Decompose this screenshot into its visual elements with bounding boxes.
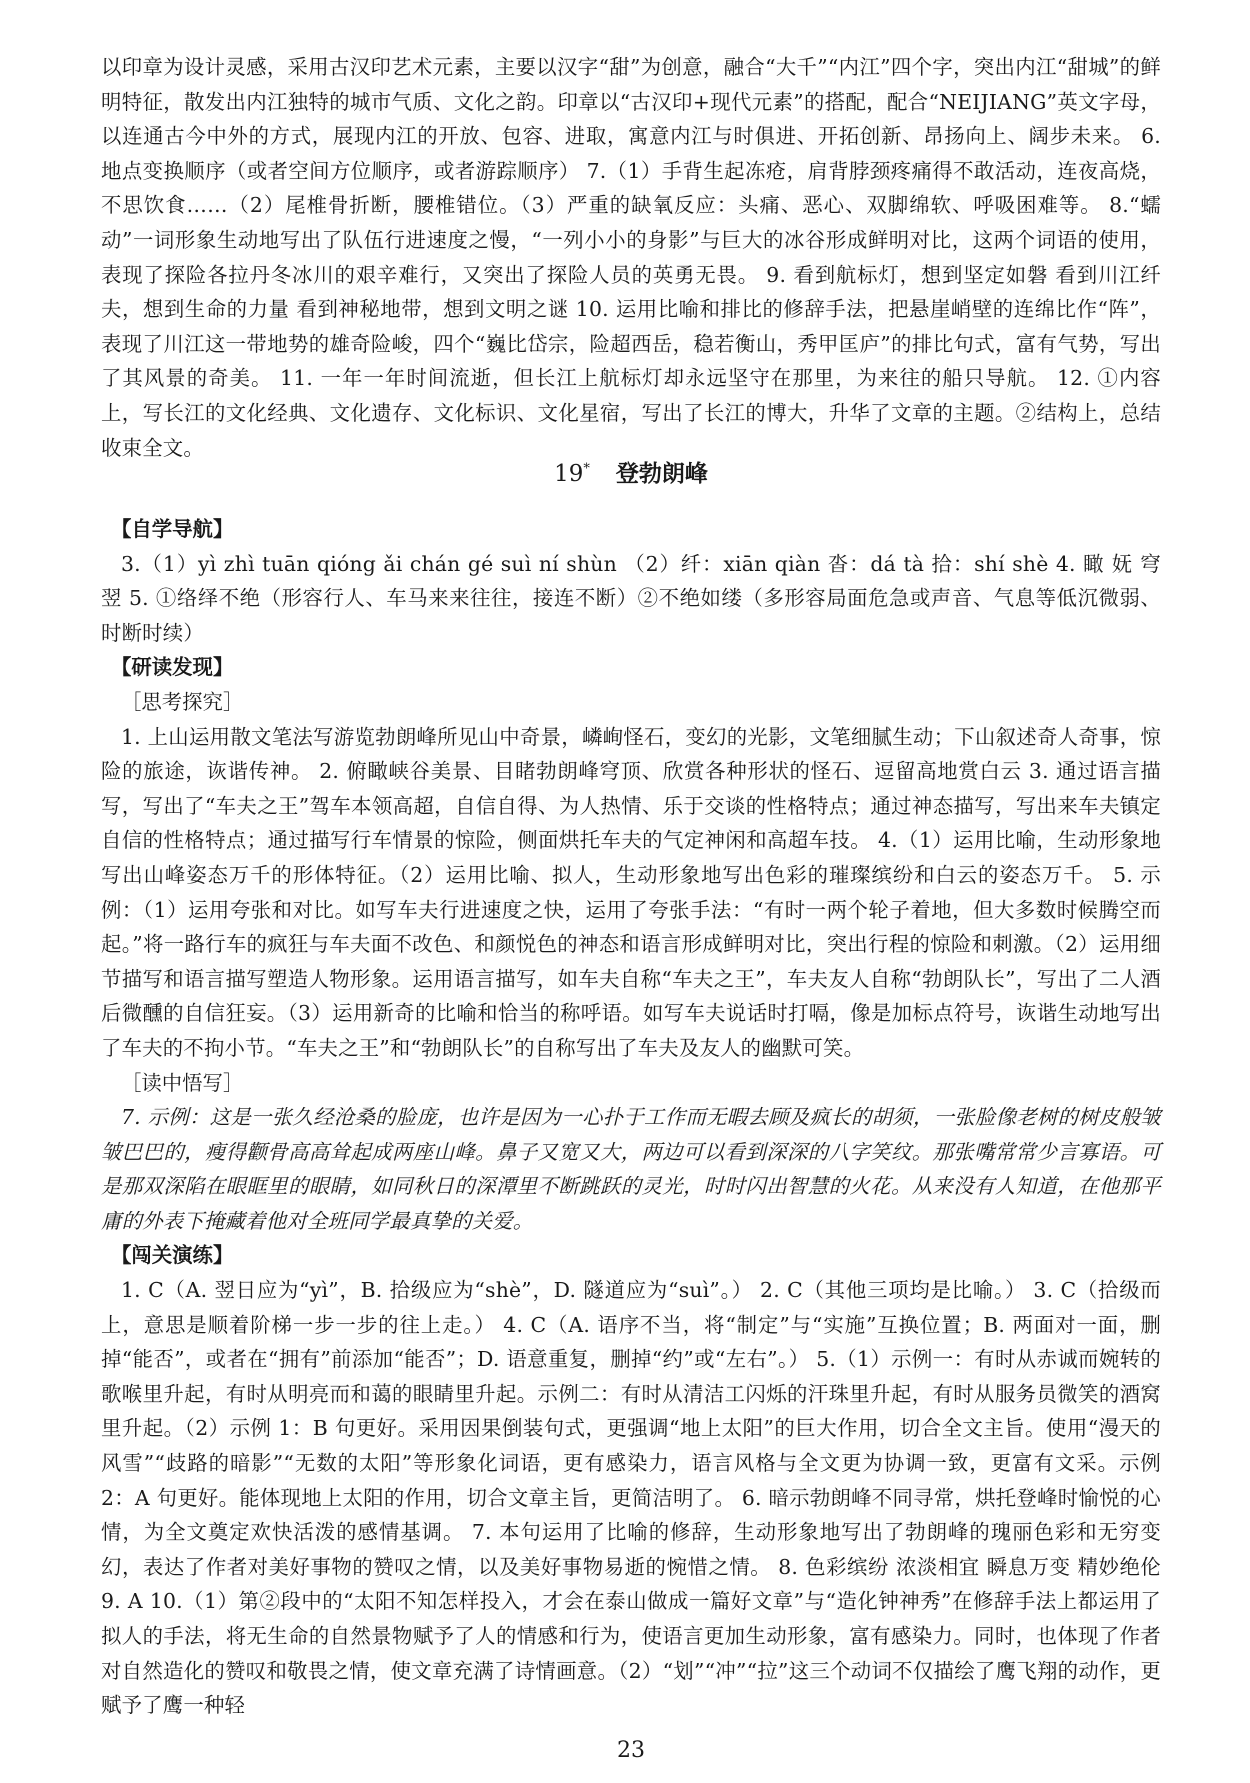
practice-text: 1. C（A. 翌日应为“yì”，B. 拾级应为“shè”，D. 隧道应为“suì”。） 2. C（其他三项均是比喻。） 3. C（拾级而上，意思是顺着阶梯一步一步的往上走。） 4. C（A. 语序不当，将“制定”与“实施”互换位置；B. 两面对一面，删掉“能否”，或者在“拥有”前添加“能否”；D. 语意重复，删掉“约”或“左右”。） 5.（1）示例一：有时从赤诚而婉转的歌喉里升起，有时从明亮而和蔼的眼睛里升起。示例二：有时从清洁工闪烁的汗珠里升起，有时从服务员微笑的酒窝里升起。（2）示例 1：B 句更好。采用因果倒装句式，更强调“地上太阳”的巨大作用，切合全文主旨。使用“漫天的风雪”“歧路的暗影”“无数的太阳”等形象化词语，更有感染力，语言风格与全文更为协调一致，更富有文采。示例 2：A 句更好。能体现地上太阳的作用，切合文章主旨，更简洁明了。 6. 暗示勃朗峰不同寻常，烘托登峰时愉悦的心情，为全文奠定欢快活泼的感情基调。 7. 本句运用了比喻的修辞，生动形象地写出了勃朗峰的瑰丽色彩和无穷变幻，表达了作者对美好事物的赞叹之情，以及美好事物易逝的惋惜之情。 8. 色彩缤纷 浓淡相宜 瞬息万变 精妙绝伦 9. A 10.（1）第②段中的“太阳不知怎样投入，才会在泰山做成一篇好文章”与“造化钟神秀”在修辞手法上都运用了拟人的手法，将无生命的自然景物赋予了人的情感和行为，使语言更加生动形象，富有感染力。同时，也体现了作者对自然造化的赞叹和敬畏之情，使文章充满了诗情画意。（2）“划”“冲”“拉”这三个动词不仅描绘了鹰飞翔的动作，更赋予了鹰一种轻	[101, 1278, 1161, 1718]
think-explore-subheading: ［思考探究］	[121, 689, 244, 714]
practice-heading: 【闯关演练】	[111, 1243, 234, 1268]
research-heading: 【研读发现】	[111, 655, 234, 680]
answers-section	[101, 512, 1161, 1723]
self-study-text: 3.（1）yì zhì tuān qióng ǎi chán gé suì ní shùn （2）纤：xiān qiàn 沓：dá tà 拾：shí shè 4. 瞰 妩 穹 翌 5. ①络绎不绝（形容行人、车马来来往往，接连不断）②不绝如缕（多形容局面危急或声音、气息等低沉微弱、时断时续）	[101, 551, 1161, 645]
lesson-name: 登勃朗峰	[615, 461, 708, 487]
lesson-number: 19	[554, 461, 584, 487]
lesson-title	[101, 455, 1161, 488]
page-number: 23	[617, 1738, 645, 1763]
read-write-text: 7. 示例：这是一张久经沧桑的脸庞，也许是因为一心扑于工作而无暇去顾及疯长的胡须，一张脸像老树的树皮般皱皱巴巴的，瘦得颧骨高高耸起成两座山峰。鼻子又宽又大，两边可以看到深深的八字笑纹。那张嘴常常少言寡语。可是那双深陷在眼眶里的眼睛，如同秋日的深潭里不断跳跃的灵光，时时闪出智慧的火花。从来没有人知道，在他那平庸的外表下掩藏着他对全班同学最真挚的关爱。	[101, 1105, 1161, 1233]
top-answer-paragraph: 以印章为设计灵感，采用古汉印艺术元素，主要以汉字“甜”为创意，融合“大千”“内江”四个字，突出内江“甜城”的鲜明特征，散发出内江独特的城市气质、文化之韵。印章以“古汉印+现代元素”的搭配，配合“NEIJIANG”英文字母，以连通古今中外的方式，展现内江的开放、包容、进取，寓意内江与时俱进、开拓创新、昂扬向上、阔步未来。 6. 地点变换顺序（或者空间方位顺序，或者游踪顺序） 7.（1）手背生起冻疮，肩背脖颈疼痛得不敢活动，连夜高烧，不思饮食……（2）尾椎骨折断，腰椎错位。（3）严重的缺氧反应：头痛、恶心、双脚绵软、呼吸困难等。 8.“蠕动”一词形象生动地写出了队伍行进速度之慢，“一列小小的身影”与巨大的冰谷形成鲜明对比，这两个词语的使用，表现了探险各拉丹冬冰川的艰辛难行，又突出了探险人员的英勇无畏。 9. 看到航标灯，想到坚定如磐 看到川江纤夫，想到生命的力量 看到神秘地带，想到文明之谜 10. 运用比喻和排比的修辞手法，把悬崖峭壁的连绵比作“阵”，表现了川江这一带地势的雄奇险峻，四个“巍比岱宗，险超西岳，稳若衡山，秀甲匡庐”的排比句式，富有气势，写出了其风景的奇美。 11. 一年一年时间流逝，但长江上航标灯却永远坚守在那里，为来往的船只导航。 12. ①内容上，写长江的文化经典、文化遗存、文化标识、文化星宿，写出了长江的博大，升华了文章的主题。②结构上，总结收束全文。	[101, 55, 1161, 460]
think-explore-text: 1. 上山运用散文笔法写游览勃朗峰所见山中奇景，嶙峋怪石，变幻的光影，文笔细腻生动；下山叙述奇人奇事，惊险的旅途，诙谐传神。 2. 俯瞰峡谷美景、目睹勃朗峰穹顶、欣赏各种形状的怪石、逗留高地赏白云 3. 通过语言描写，写出了“车夫之王”驾车本领高超，自信自得、为人热情、乐于交谈的性格特点；通过神态描写，写出来车夫镇定自信的性格特点；通过描写行车情景的惊险，侧面烘托车夫的气定神闲和高超车技。 4.（1）运用比喻，生动形象地写出山峰姿态万千的形体特征。（2）运用比喻、拟人，生动形象地写出色彩的璀璨缤纷和白云的姿态万千。 5. 示例：（1）运用夸张和对比。如写车夫行进速度之快，运用了夸张手法：“有时一两个轮子着地，但大多数时候腾空而起。”将一路行车的疯狂与车夫面不改色、和颜悦色的神态和语言形成鲜明对比，突出行程的惊险和刺激。（2）运用细节描写和语言描写塑造人物形象。运用语言描写，如车夫自称“车夫之王”，车夫友人自称“勃朗队长”，写出了二人酒后微醺的自信狂妄。（3）运用新奇的比喻和恰当的称呼语。如写车夫说话时打嗝，像是加标点符号，诙谐生动地写出了车夫的不拘小节。“车夫之王”和“勃朗队长”的自称写出了车夫及友人的幽默可笑。	[101, 724, 1161, 1060]
lesson-mark: *	[583, 461, 590, 477]
self-study-heading: 【自学导航】	[111, 517, 234, 541]
watermark-mid: ​	[367, 560, 393, 734]
read-write-subheading: ［读中悟写］	[121, 1070, 244, 1095]
